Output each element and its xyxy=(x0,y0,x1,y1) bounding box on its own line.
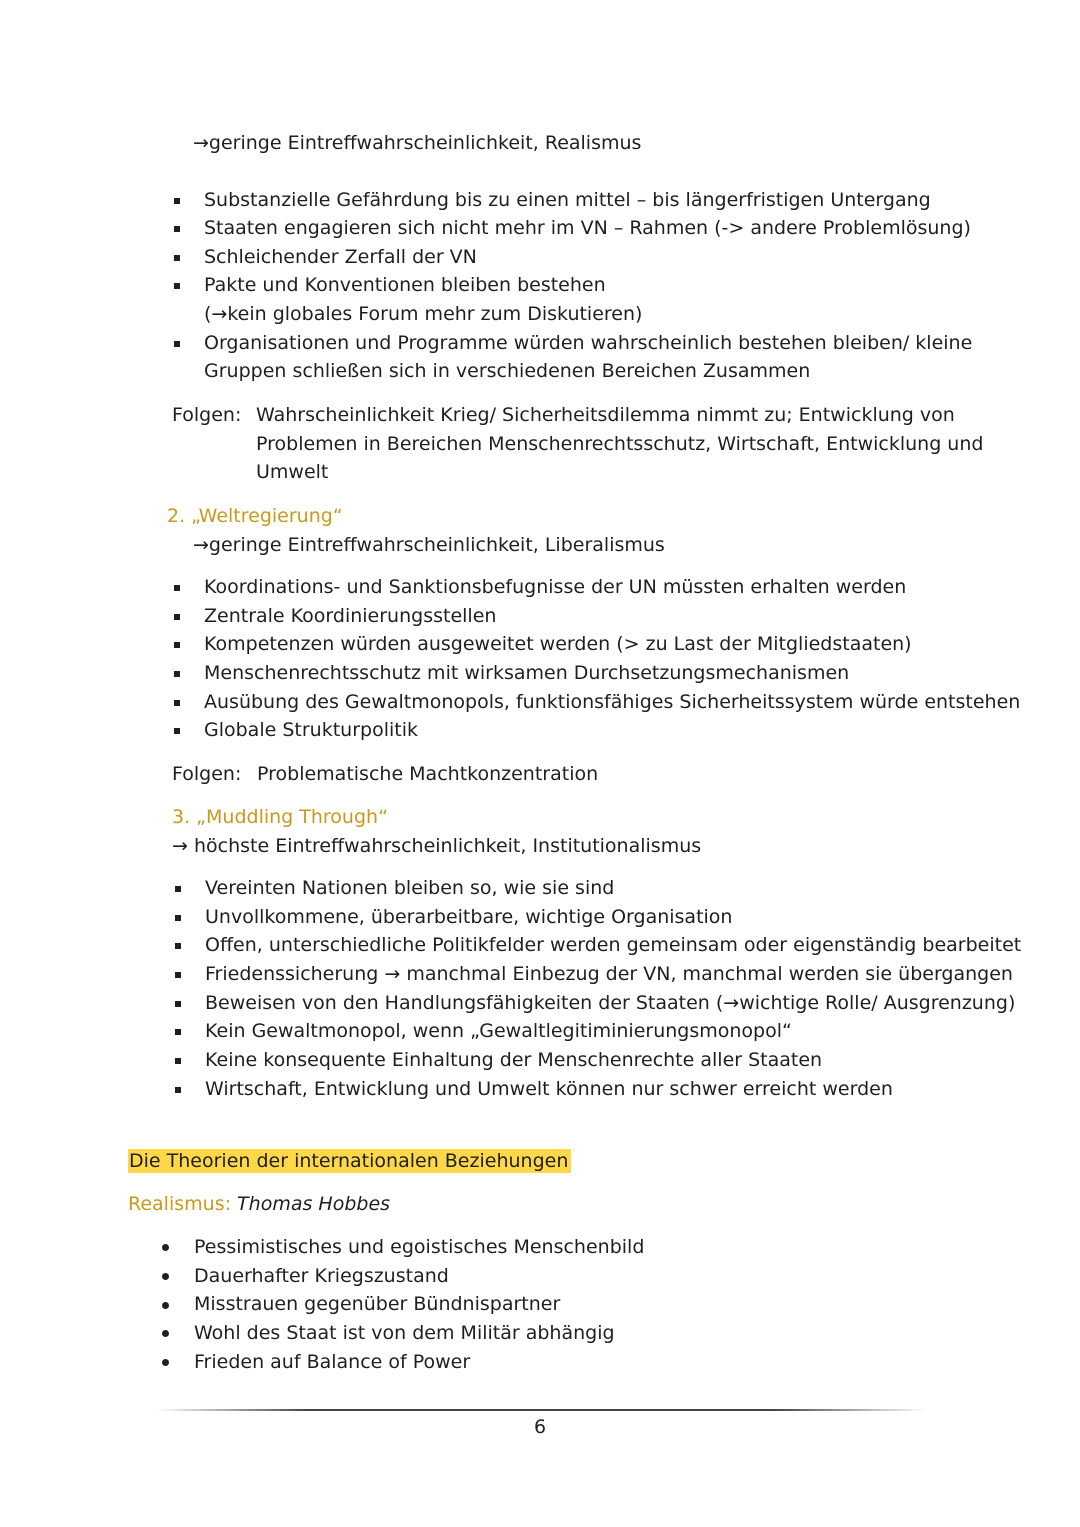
round-bullet-icon xyxy=(162,1302,169,1309)
list-item: Friedenssicherung → manchmal Einbezug der VN, manchmal werden sie übergangen xyxy=(205,963,1013,985)
list-item: Beweisen von den Handlungsfähigkeiten der Staaten (→wichtige Rolle/ Ausgrenzung) xyxy=(205,992,1016,1014)
section-heading-weltregierung: 2. „Weltregierung“ xyxy=(167,505,343,527)
list-item-continuation: (→kein globales Forum mehr zum Diskutieren) xyxy=(204,303,643,325)
list-item: Substanzielle Gefährdung bis zu einen mittel – bis längerfristigen Untergang xyxy=(204,189,931,211)
list-item: Wirtschaft, Entwicklung und Umwelt können nur schwer erreicht werden xyxy=(205,1078,893,1100)
list-item: Pakte und Konventionen bleiben bestehen xyxy=(204,274,606,296)
section-heading-muddling-through: 3. „Muddling Through“ xyxy=(172,806,388,828)
realism-subheading xyxy=(128,1190,390,1219)
list-item: Staaten engagieren sich nicht mehr im VN – Rahmen (-> andere Problemlösung) xyxy=(204,217,971,239)
square-bullet-icon xyxy=(174,585,180,591)
square-bullet-icon xyxy=(175,1087,181,1093)
square-bullet-icon xyxy=(174,283,180,289)
square-bullet-icon xyxy=(175,972,181,978)
square-bullet-icon xyxy=(174,728,180,734)
round-bullet-icon xyxy=(162,1273,169,1280)
square-bullet-icon xyxy=(174,255,180,261)
list-item-continuation: Gruppen schließen sich in verschiedenen Bereichen Zusammen xyxy=(204,360,811,382)
folgen-text-line: Problematische Machtkonzentration xyxy=(257,763,599,785)
list-item: Kein Gewaltmonopol, wenn „Gewaltlegitiminierungsmonopol“ xyxy=(205,1020,792,1042)
square-bullet-icon xyxy=(175,886,181,892)
list-item: Wohl des Staat ist von dem Militär abhängig xyxy=(194,1322,615,1344)
footer-divider xyxy=(155,1409,927,1411)
list-item: Organisationen und Programme würden wahrscheinlich bestehen bleiben/ kleine xyxy=(204,332,973,354)
realism-label: Realismus: xyxy=(128,1193,231,1215)
list-item: Kompetenzen würden ausgeweitet werden (> zu Last der Mitgliedstaaten) xyxy=(204,633,912,655)
square-bullet-icon xyxy=(174,226,180,232)
list-item: Schleichender Zerfall der VN xyxy=(204,246,477,268)
intro-arrow-line: →geringe Eintreffwahrscheinlichkeit, Realismus xyxy=(193,132,642,154)
list-item: Keine konsequente Einhaltung der Menschenrechte aller Staaten xyxy=(205,1049,823,1071)
list-item: Unvollkommene, überarbeitbare, wichtige Organisation xyxy=(205,906,733,928)
square-bullet-icon xyxy=(174,614,180,620)
round-bullet-icon xyxy=(162,1244,169,1251)
list-item: Menschenrechtsschutz mit wirksamen Durchsetzungsmechanismen xyxy=(204,662,850,684)
list-item: Frieden auf Balance of Power xyxy=(194,1351,471,1373)
folgen-label: Folgen: xyxy=(172,763,242,785)
section-arrow-line: → höchste Eintreffwahrscheinlichkeit, Institutionalismus xyxy=(172,835,702,857)
theories-heading xyxy=(128,1147,571,1176)
round-bullet-icon xyxy=(162,1330,169,1337)
list-item: Vereinten Nationen bleiben so, wie sie sind xyxy=(205,877,615,899)
list-item: Misstrauen gegenüber Bündnispartner xyxy=(194,1293,561,1315)
list-item: Globale Strukturpolitik xyxy=(204,719,418,741)
square-bullet-icon xyxy=(175,915,181,921)
list-item: Dauerhafter Kriegszustand xyxy=(194,1265,449,1287)
list-item: Pessimistisches und egoistisches Menschenbild xyxy=(194,1236,645,1258)
list-item: Ausübung des Gewaltmonopols, funktionsfähiges Sicherheitssystem würde entstehen xyxy=(204,691,1021,713)
square-bullet-icon xyxy=(175,1029,181,1035)
theories-heading-text: Die Theorien der internationalen Beziehungen xyxy=(128,1149,571,1173)
realism-author: Thomas Hobbes xyxy=(237,1193,391,1215)
square-bullet-icon xyxy=(174,700,180,706)
folgen-text-line: Problemen in Bereichen Menschenrechtsschutz, Wirtschaft, Entwicklung und xyxy=(256,433,984,455)
square-bullet-icon xyxy=(175,1001,181,1007)
list-item: Koordinations- und Sanktionsbefugnisse der UN müssten erhalten werden xyxy=(204,576,907,598)
page-number: 6 xyxy=(533,1416,547,1438)
square-bullet-icon xyxy=(174,341,180,347)
section-arrow-line: →geringe Eintreffwahrscheinlichkeit, Liberalismus xyxy=(193,534,665,556)
square-bullet-icon xyxy=(175,1058,181,1064)
round-bullet-icon xyxy=(162,1359,169,1366)
square-bullet-icon xyxy=(174,198,180,204)
folgen-text-line: Umwelt xyxy=(256,461,329,483)
list-item: Offen, unterschiedliche Politikfelder werden gemeinsam oder eigenständig bearbeitet xyxy=(205,934,1022,956)
folgen-text-line: Wahrscheinlichkeit Krieg/ Sicherheitsdilemma nimmt zu; Entwicklung von xyxy=(256,404,955,426)
square-bullet-icon xyxy=(174,671,180,677)
square-bullet-icon xyxy=(174,642,180,648)
list-item: Zentrale Koordinierungsstellen xyxy=(204,605,497,627)
square-bullet-icon xyxy=(175,943,181,949)
folgen-label: Folgen: xyxy=(172,404,242,426)
